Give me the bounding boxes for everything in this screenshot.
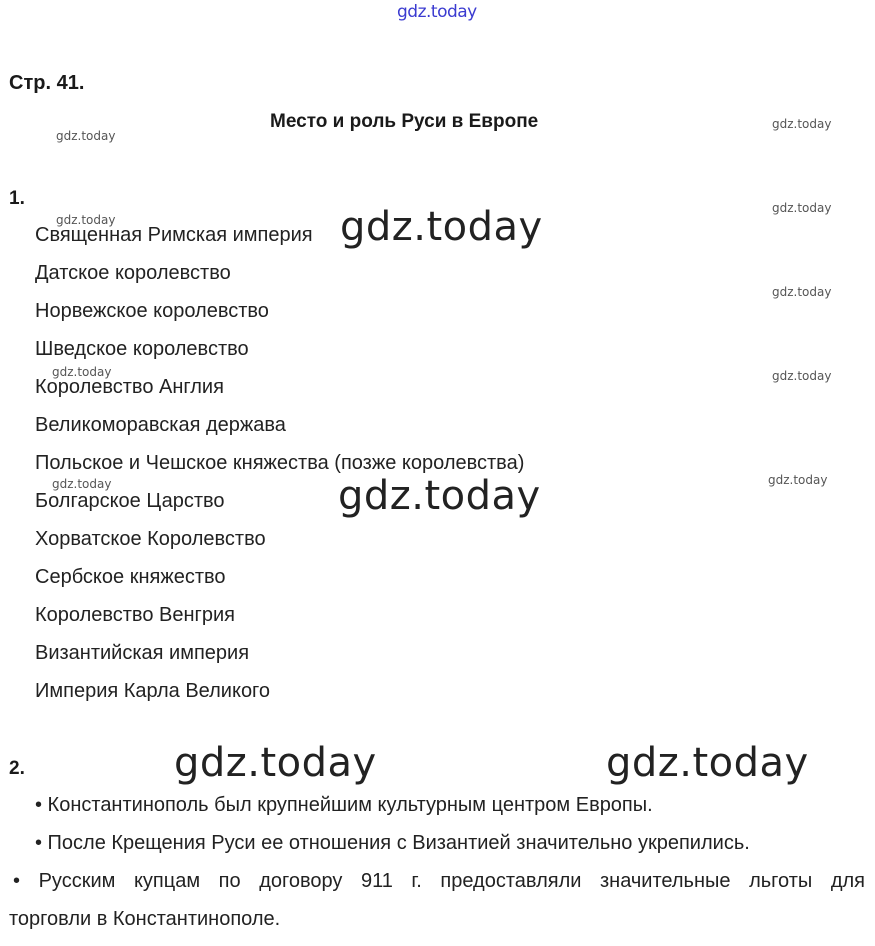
list-item: Королевство Англия bbox=[35, 376, 224, 398]
watermark-small: gdz.today bbox=[56, 129, 116, 143]
watermark-small: gdz.today bbox=[772, 285, 832, 299]
list-item: Византийская империя bbox=[35, 642, 250, 664]
watermark-small: gdz.today bbox=[52, 477, 112, 491]
page-reference: Стр. 41. bbox=[9, 72, 85, 94]
watermark-large: gdz.today bbox=[340, 204, 543, 250]
list-item: Польское и Чешское княжества (позже королевства) bbox=[35, 452, 525, 474]
section-1-number: 1. bbox=[9, 188, 25, 209]
page-title: Место и роль Руси в Европе bbox=[270, 111, 539, 132]
bullet-item: • Русским купцам по договору 911 г. предоставляли значительные льготы для bbox=[13, 870, 865, 892]
watermark-small: gdz.today bbox=[768, 473, 828, 487]
watermark-large: gdz.today bbox=[606, 740, 809, 786]
section-2-number: 2. bbox=[9, 758, 25, 779]
list-item: Королевство Венгрия bbox=[35, 604, 235, 626]
watermark-large: gdz.today bbox=[338, 473, 541, 519]
list-item: Сербское княжество bbox=[35, 566, 226, 588]
watermark-large: gdz.today bbox=[174, 740, 377, 786]
watermark-small: gdz.today bbox=[56, 213, 116, 227]
list-item: Священная Римская империя bbox=[35, 224, 313, 246]
bullet-item: • Константинополь был крупнейшим культурным центром Европы. bbox=[35, 794, 653, 816]
watermark-small: gdz.today bbox=[772, 201, 832, 215]
watermark-small: gdz.today bbox=[772, 369, 832, 383]
list-item: Империя Карла Великого bbox=[35, 680, 271, 702]
watermark-top-link[interactable]: gdz.today bbox=[397, 2, 477, 22]
list-item: Норвежское королевство bbox=[35, 300, 269, 322]
bullet-item-continuation: торговли в Константинополе. bbox=[9, 908, 281, 930]
bullet-item: • После Крещения Руси ее отношения с Византией значительно укрепились. bbox=[35, 832, 750, 854]
watermark-small: gdz.today bbox=[52, 365, 112, 379]
list-item: Датское королевство bbox=[35, 262, 231, 284]
list-item: Шведское королевство bbox=[35, 338, 249, 360]
list-item: Болгарское Царство bbox=[35, 490, 225, 512]
list-item: Хорватское Королевство bbox=[35, 528, 266, 550]
watermark-small: gdz.today bbox=[772, 117, 832, 131]
list-item: Великоморавская держава bbox=[35, 414, 286, 436]
